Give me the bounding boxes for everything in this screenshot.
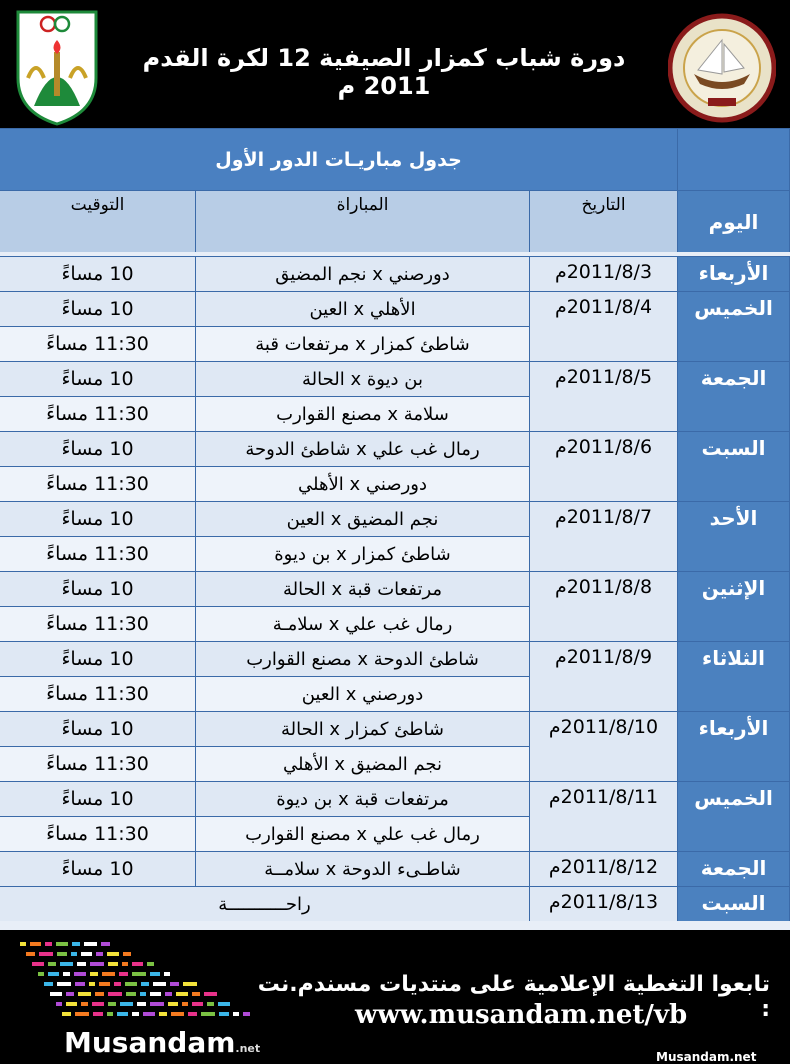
time-cell: 11:30 مساءً <box>0 676 196 711</box>
time-cell: 10 مساءً <box>0 431 196 466</box>
logo-dash <box>72 942 80 946</box>
day-cell: الخميس <box>678 291 790 361</box>
logo-dash <box>150 1002 164 1006</box>
match-cell: شاطـىء الدوحة x سلامــة <box>196 851 530 886</box>
logo-dash <box>132 972 146 976</box>
match-cell: شاطئ كمزار x الحالة <box>196 711 530 746</box>
logo-dash <box>30 942 41 946</box>
logo-dash <box>159 1012 167 1016</box>
logo-dash <box>60 962 73 966</box>
col-header-date: التاريخ <box>530 190 678 252</box>
date-cell: 2011/8/13م <box>530 886 678 921</box>
logo-dash <box>164 972 170 976</box>
match-cell: شاطئ كمزار x مرتفعات قبة <box>196 326 530 361</box>
date-cell: 2011/8/9م <box>530 641 678 711</box>
logo-dash <box>170 982 179 986</box>
logo-dash <box>233 1012 239 1016</box>
day-cell: الأربعاء <box>678 711 790 781</box>
date-cell: 2011/8/7م <box>530 501 678 571</box>
time-cell: 11:30 مساءً <box>0 326 196 361</box>
time-cell: 11:30 مساءً <box>0 396 196 431</box>
logo-dash <box>44 982 53 986</box>
logo-dash <box>182 1002 188 1006</box>
logo-dash <box>56 942 68 946</box>
page-footer <box>0 930 790 1063</box>
time-cell: 11:30 مساءً <box>0 606 196 641</box>
musandam-logo-icon <box>10 936 250 1036</box>
match-cell: مرتفعات قبة x بن ديوة <box>196 781 530 816</box>
forum-url[interactable]: www.musandam.net/vb <box>355 1000 688 1030</box>
time-cell: 10 مساءً <box>0 641 196 676</box>
date-cell: 2011/8/4م <box>530 291 678 361</box>
logo-dash <box>77 962 86 966</box>
logo-dash <box>153 982 166 986</box>
club-crest-icon <box>14 8 100 126</box>
logo-dash <box>78 992 91 996</box>
logo-dash <box>176 992 188 996</box>
logo-dash <box>126 992 136 996</box>
logo-dash <box>143 1012 155 1016</box>
time-cell: 10 مساءً <box>0 711 196 746</box>
logo-dash <box>114 982 121 986</box>
logo-dash <box>57 982 71 986</box>
match-cell: رمال غب علي x سلامـة <box>196 606 530 641</box>
logo-dash <box>32 962 44 966</box>
day-cell: الثلاثاء <box>678 641 790 711</box>
logo-dash <box>168 1002 178 1006</box>
logo-dash <box>38 972 44 976</box>
time-cell: 10 مساءً <box>0 851 196 886</box>
match-cell: شاطئ كمزار x بن ديوة <box>196 536 530 571</box>
logo-dash <box>81 952 92 956</box>
col-header-day: اليوم <box>678 190 790 252</box>
col-header-match: المباراة <box>196 190 530 252</box>
match-cell: دورصني x الأهلي <box>196 466 530 501</box>
time-cell: 10 مساءً <box>0 361 196 396</box>
match-cell: نجم المضيق x العين <box>196 501 530 536</box>
day-cell: الجمعة <box>678 361 790 431</box>
logo-dash <box>45 942 52 946</box>
date-cell: 2011/8/6م <box>530 431 678 501</box>
logo-dash <box>204 992 217 996</box>
logo-dash <box>150 972 160 976</box>
logo-dash <box>99 982 110 986</box>
logo-dash <box>171 1012 184 1016</box>
date-cell: 2011/8/3م <box>530 256 678 291</box>
logo-dash <box>90 962 104 966</box>
logo-dash <box>201 1012 215 1016</box>
logo-dash <box>102 972 115 976</box>
logo-dash <box>108 992 122 996</box>
logo-dash <box>188 1012 197 1016</box>
logo-dash <box>123 952 131 956</box>
date-cell: 2011/8/11م <box>530 781 678 851</box>
logo-dash <box>141 982 149 986</box>
logo-dash <box>92 1002 104 1006</box>
logo-dash <box>63 972 70 976</box>
date-cell: 2011/8/5م <box>530 361 678 431</box>
date-cell: 2011/8/10م <box>530 711 678 781</box>
day-cell: الإثنين <box>678 571 790 641</box>
logo-dash <box>218 1002 230 1006</box>
logo-dash <box>243 1012 250 1016</box>
logo-dash <box>119 972 128 976</box>
match-cell: نجم المضيق x الأهلي <box>196 746 530 781</box>
logo-dash <box>147 962 154 966</box>
logo-dash <box>120 1002 133 1006</box>
logo-dash <box>89 982 95 986</box>
page-header <box>0 0 790 128</box>
logo-dash <box>192 992 200 996</box>
logo-dash <box>165 992 172 996</box>
logo-dash <box>137 1002 146 1006</box>
follow-text: تابعوا التغطية الإعلامية على منتديات مسندم.نت : <box>257 972 770 1022</box>
brand-name: Musandam.net <box>64 1026 261 1059</box>
logo-dash <box>81 1002 88 1006</box>
time-cell: 11:30 مساءً <box>0 816 196 851</box>
logo-dash <box>132 962 143 966</box>
logo-dash <box>150 992 161 996</box>
day-cell: الخميس <box>678 781 790 851</box>
match-cell: الأهلي x العين <box>196 291 530 326</box>
logo-dash <box>95 992 104 996</box>
logo-dash <box>75 982 85 986</box>
day-cell: الأربعاء <box>678 256 790 291</box>
logo-dash <box>132 1012 139 1016</box>
time-cell: 11:30 مساءً <box>0 746 196 781</box>
match-cell: دورصني x نجم المضيق <box>196 256 530 291</box>
banner-right <box>678 128 790 190</box>
logo-dash <box>219 1012 229 1016</box>
logo-dash <box>48 962 56 966</box>
rest-cell: راحـــــــــــة <box>0 886 530 921</box>
match-cell: شاطئ الدوحة x مصنع القوارب <box>196 641 530 676</box>
match-cell: دورصني x العين <box>196 676 530 711</box>
logo-dash <box>140 992 146 996</box>
match-cell: مرتفعات قبة x الحالة <box>196 571 530 606</box>
tournament-emblem-icon <box>668 12 776 124</box>
day-cell: السبت <box>678 886 790 921</box>
logo-dash <box>117 1012 128 1016</box>
logo-dash <box>50 992 62 996</box>
logo-dash <box>75 1012 89 1016</box>
day-cell: الجمعة <box>678 851 790 886</box>
logo-dash <box>192 1002 203 1006</box>
logo-dash <box>125 982 137 986</box>
time-cell: 10 مساءً <box>0 501 196 536</box>
logo-dash <box>96 952 103 956</box>
logo-dash <box>207 1002 214 1006</box>
logo-dash <box>56 1002 62 1006</box>
logo-dash <box>93 1012 103 1016</box>
page-title: دورة شباب كمزار الصيفية 12 لكرة القدم 2011 م <box>142 44 626 100</box>
time-cell: 10 مساءً <box>0 781 196 816</box>
logo-dash <box>57 952 67 956</box>
logo-dash <box>107 952 119 956</box>
time-cell: 10 مساءً <box>0 256 196 291</box>
date-cell: 2011/8/12م <box>530 851 678 886</box>
col-header-time: التوقيت <box>0 190 196 252</box>
logo-dash <box>26 952 35 956</box>
logo-dash <box>101 942 110 946</box>
logo-dash <box>39 952 53 956</box>
logo-dash <box>84 942 97 946</box>
logo-dash <box>20 942 26 946</box>
logo-dash <box>66 1002 77 1006</box>
logo-dash <box>48 972 59 976</box>
time-cell: 11:30 مساءً <box>0 466 196 501</box>
schedule-table <box>0 128 790 930</box>
logo-dash <box>90 972 98 976</box>
logo-dash <box>66 992 74 996</box>
match-cell: بن ديوة x الحالة <box>196 361 530 396</box>
logo-dash <box>108 1002 116 1006</box>
logo-dash <box>62 1012 71 1016</box>
time-cell: 11:30 مساءً <box>0 536 196 571</box>
date-cell: 2011/8/8م <box>530 571 678 641</box>
time-cell: 10 مساءً <box>0 291 196 326</box>
brand-small: Musandam.net <box>656 1050 757 1064</box>
logo-dash <box>71 952 77 956</box>
day-cell: السبت <box>678 431 790 501</box>
match-cell: سلامة x مصنع القوارب <box>196 396 530 431</box>
logo-dash <box>74 972 86 976</box>
match-cell: رمال غب علي x شاطئ الدوحة <box>196 431 530 466</box>
logo-dash <box>122 962 128 966</box>
logo-dash <box>183 982 197 986</box>
time-cell: 10 مساءً <box>0 571 196 606</box>
logo-dash <box>107 1012 113 1016</box>
banner-title: جدول مباريـات الدور الأول <box>0 128 678 190</box>
match-cell: رمال غب علي x مصنع القوارب <box>196 816 530 851</box>
day-cell: الأحد <box>678 501 790 571</box>
logo-dash <box>108 962 118 966</box>
